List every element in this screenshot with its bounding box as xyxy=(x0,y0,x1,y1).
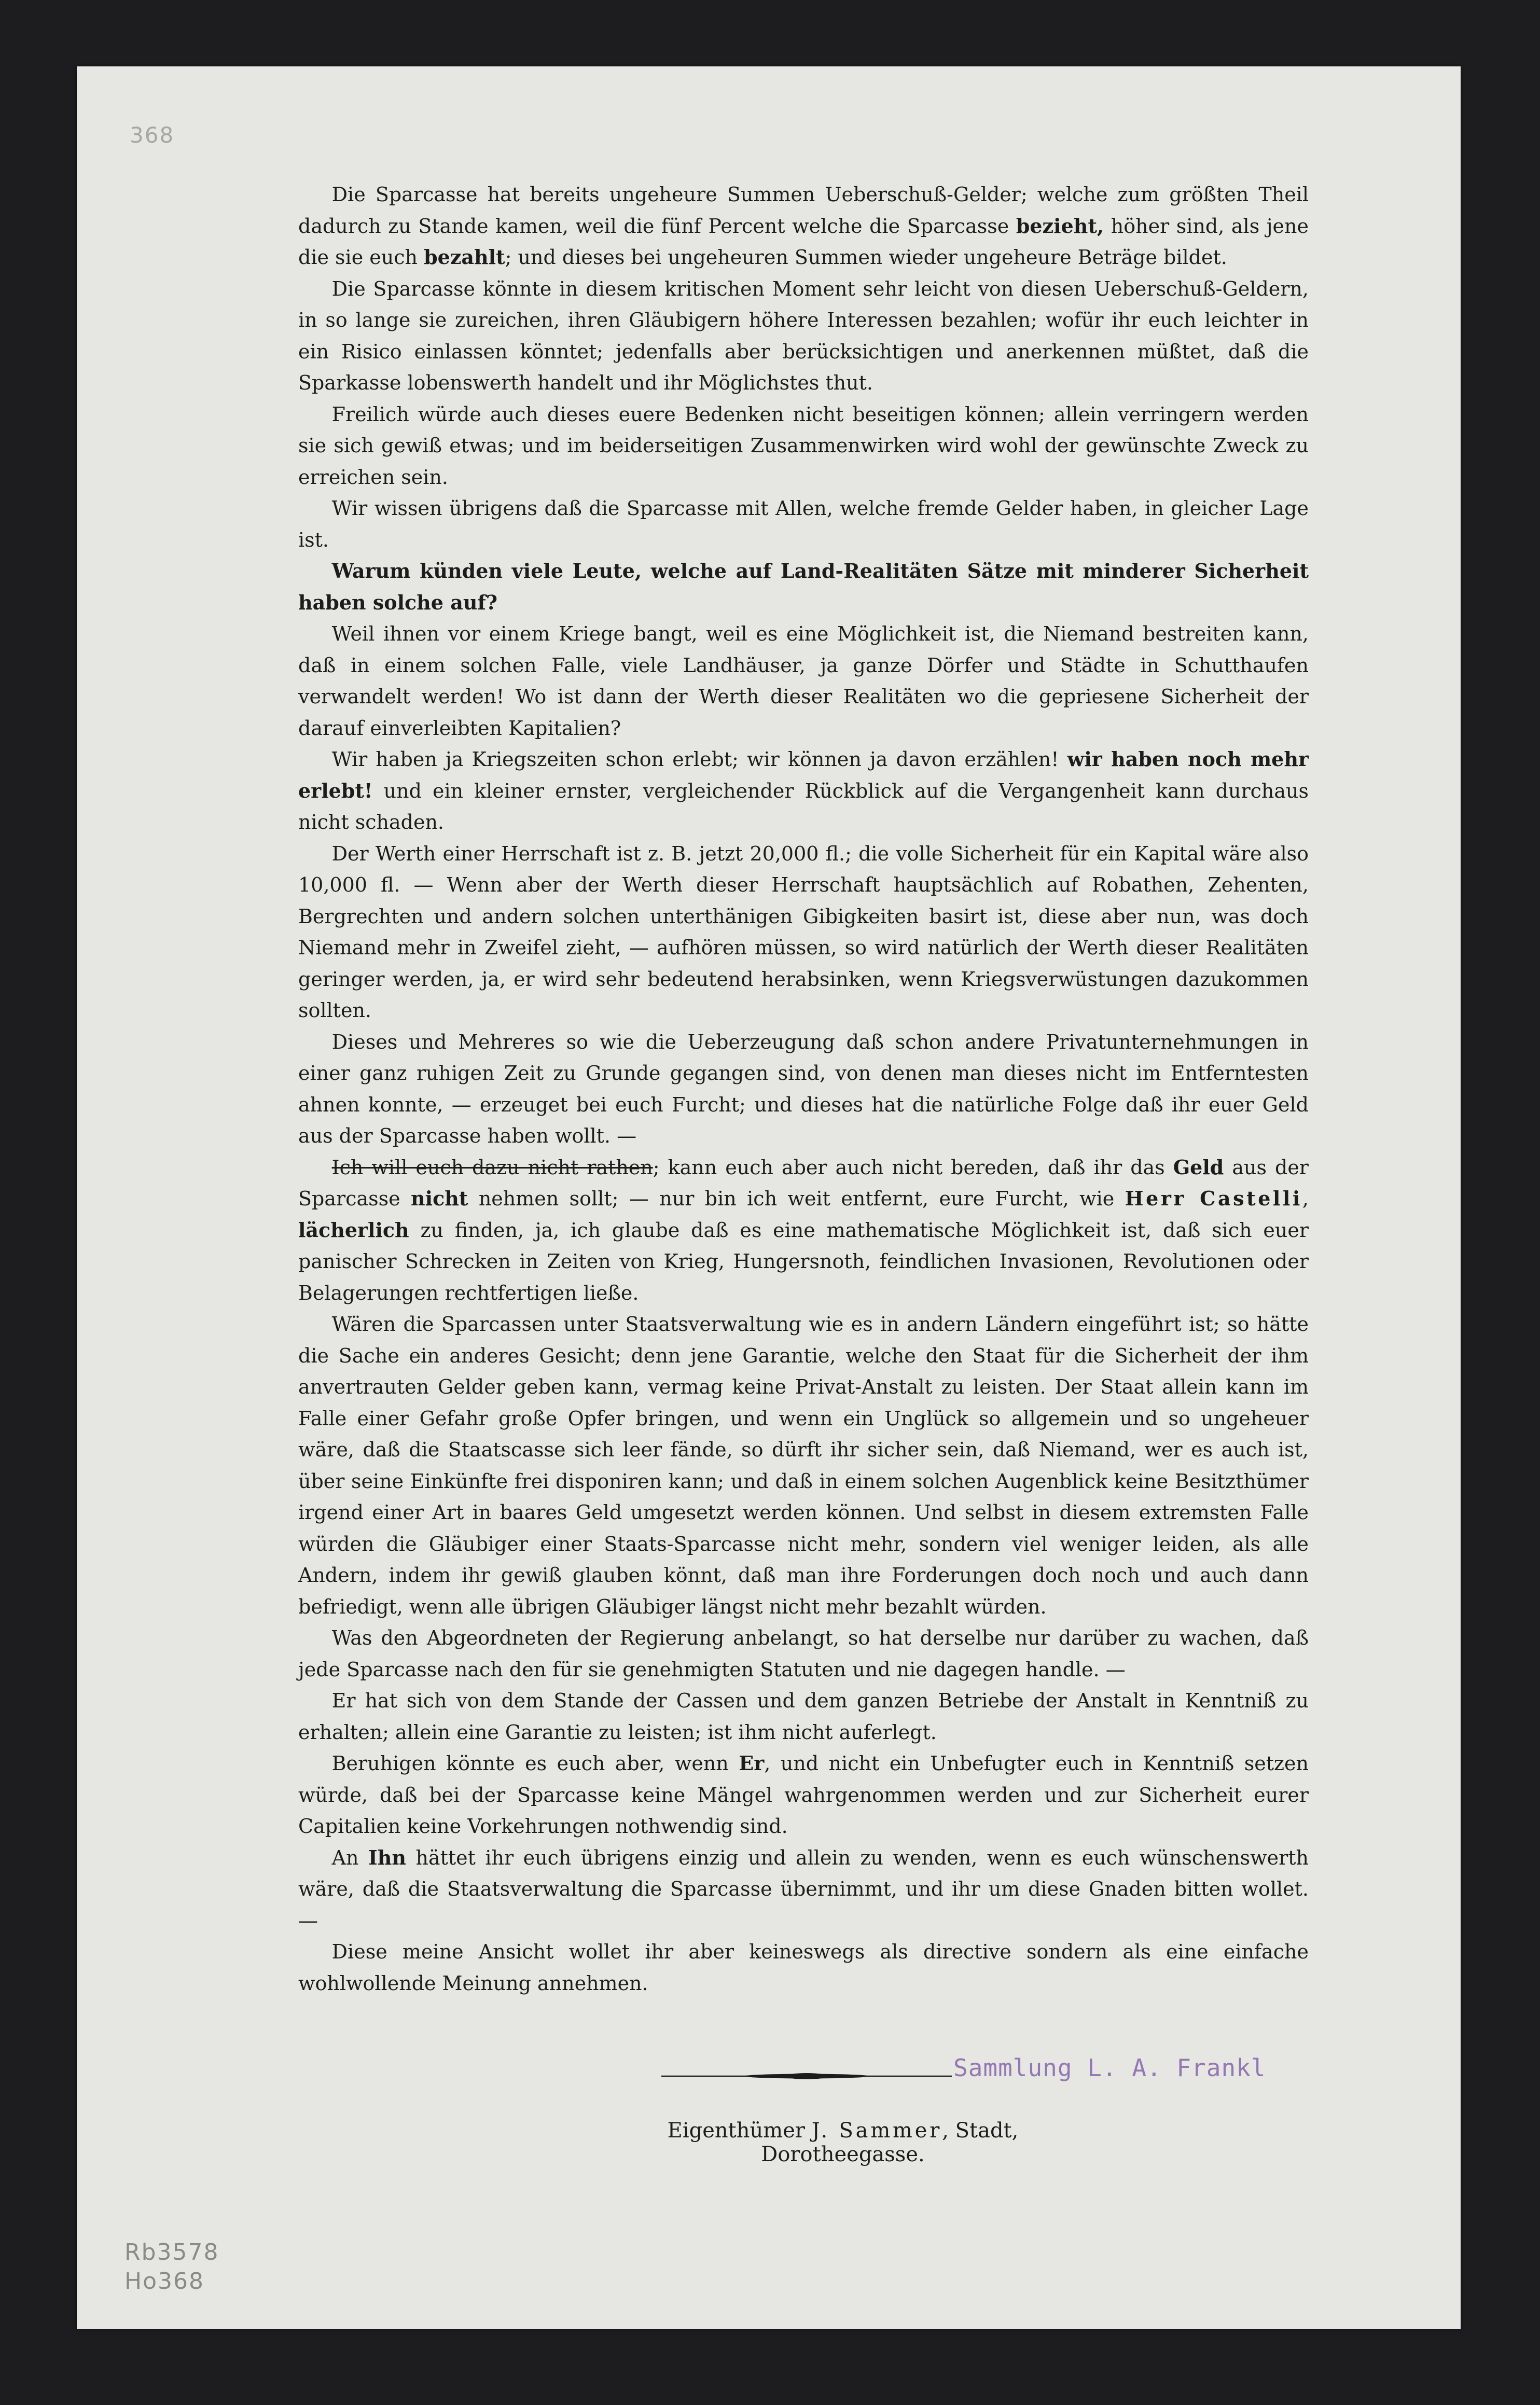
text-run: Freilich würde auch dieses euere Bedenken nicht beseitigen können; allein verringern werden sie sich gewiß etwas; und im beiderseitigen Zusammenwirken wird wohl der gewünschte Zweck zu erreichen sein. xyxy=(298,402,1309,489)
section-heading xyxy=(298,555,1309,618)
paragraph xyxy=(298,1936,1309,1999)
text-run: nehmen sollt; — nur bin ich weit entfernt, eure Furcht, wie xyxy=(468,1187,1125,1210)
paragraph xyxy=(298,618,1309,744)
text-run: und ein kleiner ernster, vergleichender Rückblick auf die Vergangenheit kann durchaus nicht schaden. xyxy=(298,779,1309,833)
text-run: An xyxy=(331,1846,368,1869)
emphasis-text: Ihn xyxy=(368,1845,407,1869)
document-body xyxy=(298,179,1309,1999)
imprint-prefix: Eigenthümer xyxy=(667,2119,812,2143)
shelfmark-line: Ho368 xyxy=(124,2268,204,2295)
imprint-suffix: , Stadt, Dorotheegasse. xyxy=(761,2119,1019,2166)
text-run: Was den Abgeordneten der Regierung anbelangt, so hat derselbe nur darüber zu wachen, daß jede Sparcasse nach den für sie genehmigten Statuten und nie dagegen handle. — xyxy=(298,1626,1309,1681)
pencil-page-number: 368 xyxy=(130,122,175,148)
paragraph xyxy=(298,1685,1309,1748)
text-run: Wir haben ja Kriegszeiten schon erlebt; wir können ja davon erzählen! xyxy=(331,748,1067,771)
paragraph xyxy=(298,744,1309,838)
text-run: Der Werth einer Herrschaft ist z. B. jetzt 20,000 fl.; die volle Sicherheit für ein Kapital wäre also 10,000 fl. — Wenn aber der Werth dieser Herrschaft hauptsächlich auf Robathen, Zehenten, Bergrechten und andern solchen unterthänigen Gibigkeiten basirt ist, diese aber nun, was doch Niemand mehr in Zweifel zieht, — aufhören müssen, so wird natürlich der Werth dieser Realitäten geringer werden, ja, er wird sehr bedeutend herabsinken, wenn Kriegsverwüstungen dazukommen sollten. xyxy=(298,842,1309,1022)
paragraph xyxy=(298,1748,1309,1842)
emphasis-text: bezahlt xyxy=(424,245,505,269)
text-run: Wären die Sparcassen unter Staatsverwaltung wie es in andern Ländern eingeführt ist; so hätte die Sache ein anderes Gesicht; denn jene Garantie, welche den Staat für die Sicherheit der ihm anvertrauten Gelder geben kann, vermag keine Privat-Anstalt zu leisten. Der Staat allein kann im Falle einer Gefahr große Opfer bringen, und wenn ein Unglück so allgemein und so ungeheuer wäre, daß die Staatscasse sich leer fände, so dürft ihr sicher sein, daß Niemand, wer es auch ist, über seine Einkünfte frei disponiren kann; und daß in einem solchen Augenblick keine Besitzthümer irgend einer Art in baares Geld umgesetzt werden können. Und selbst in diesem extremsten Falle würden die Gläubiger einer Staats-Sparcasse nicht mehr, sondern viel weniger leiden, als alle Andern, indem ihr gewiß glauben könnt, daß man ihre Forderungen doch noch und auch dann befriedigt, wenn alle übrigen Gläubiger längst nicht mehr bezahlt würden. xyxy=(298,1313,1309,1618)
paragraph xyxy=(298,179,1309,273)
text-run: , xyxy=(1302,1187,1309,1210)
emphasis-text: Er xyxy=(739,1751,765,1775)
text-run: zu finden, ja, ich glaube daß es eine mathematische Möglichkeit ist, daß sich euer panischer Schrecken in Zeiten von Krieg, Hungersnoth, feindlichen Invasionen, Revolutionen oder Belagerungen rechtfertigen ließe. xyxy=(298,1218,1309,1304)
decorative-rule xyxy=(661,2073,952,2080)
shelfmark-line: Rb3578 xyxy=(124,2239,219,2265)
text-run: Er hat sich von dem Stande der Cassen und dem ganzen Betriebe der Anstalt in Kenntniß zu erhalten; allein eine Garantie zu leisten; ist ihm nicht auferlegt. xyxy=(298,1689,1309,1744)
struck-text: Ich will euch dazu nicht rathen xyxy=(331,1156,653,1179)
text-run: Wir wissen übrigens daß die Sparcasse mit Allen, welche fremde Gelder haben, in gleicher Lage ist. xyxy=(298,497,1309,551)
pencil-shelfmark xyxy=(124,2238,219,2296)
paragraph xyxy=(298,1309,1309,1622)
emphasis-text: wir haben noch mehr erlebt! xyxy=(298,747,1309,802)
paragraph xyxy=(298,1026,1309,1152)
text-run: Die Sparcasse könnte in diesem kritischen Moment sehr leicht von diesen Ueberschuß-Geldern, in so lange sie zureichen, ihren Gläubigern höhere Interessen bezahlen; wofür ihr euch leichter in ein Risico einlassen könntet; jedenfalls aber berücksichtigen und anerkennen müßtet, daß die Sparkasse lobenswerth handelt und ihr Möglichstes thut. xyxy=(298,277,1309,394)
paragraph xyxy=(298,399,1309,493)
text-run: Beruhigen könnte es euch aber, wenn xyxy=(331,1752,739,1775)
emphasis-text: Herr Castelli xyxy=(1125,1187,1302,1210)
emphasis-text: Geld xyxy=(1173,1155,1224,1179)
text-run: hättet ihr euch übrigens einzig und allein zu wenden, wenn es euch wünschenswerth wäre, daß die Staatsverwaltung die Sparcasse übernimmt, und ihr um diese Gnaden bitten wollet. — xyxy=(298,1846,1309,1932)
paragraph xyxy=(298,1842,1309,1937)
text-run: höher sind, als jene die sie euch xyxy=(298,214,1309,269)
text-run: Dieses und Mehreres so wie die Ueberzeugung daß schon andere Privatunternehmungen in einer ganz ruhigen Zeit zu Grunde gegangen sind, von denen man dieses nicht im Entferntesten ahnen konnte, — erzeuget bei euch Furcht; und dieses hat die natürliche Folge daß ihr euer Geld aus der Sparcasse haben wollt. — xyxy=(298,1030,1309,1147)
emphasis-text: bezieht, xyxy=(1016,214,1104,238)
text-run: Diese meine Ansicht wollet ihr aber keineswegs als directive sondern als eine einfache wohlwollende Meinung annehmen. xyxy=(298,1940,1309,1995)
paragraph xyxy=(298,838,1309,1026)
text-run: Weil ihnen vor einem Kriege bangt, weil es eine Möglichkeit ist, die Niemand bestreiten kann, daß in einem solchen Falle, viele Landhäuser, ja ganze Dörfer und Städte in Schutthaufen verwandelt werden! Wo ist dann der Werth dieser Realitäten wo die gepriesene Sicherheit der darauf einverleibten Kapitalien? xyxy=(298,622,1309,740)
paragraph xyxy=(298,1622,1309,1685)
text-run: ; kann euch aber auch nicht bereden, daß ihr das xyxy=(653,1156,1173,1179)
text-run: Warum künden viele Leute, welche auf Land-Realitäten Sätze mit minderer Sicherheit haben solche auf? xyxy=(298,559,1309,614)
printer-imprint xyxy=(596,2119,1089,2166)
imprint-name: J. Sammer xyxy=(811,2119,942,2143)
paragraph xyxy=(298,273,1309,399)
text-run: aus der Sparcasse xyxy=(298,1156,1309,1210)
text-run: ; und dieses bei ungeheuren Summen wieder ungeheure Beträge bildet. xyxy=(505,246,1227,269)
paragraph xyxy=(298,1152,1309,1309)
text-run: Die Sparcasse hat bereits ungeheure Summen Ueberschuß-Gelder; welche zum größten Theil dadurch zu Stande kamen, weil die fünf Percent welche die Sparcasse xyxy=(298,183,1309,238)
text-run: , und nicht ein Unbefugter euch in Kenntniß setzen würde, daß bei der Sparcasse keine Mängel wahrgenommen werden und zur Sicherheit eurer Capitalien keine Vorkehrungen nothwendig sind. xyxy=(298,1752,1309,1838)
emphasis-text: nicht xyxy=(411,1187,468,1210)
emphasis-text: lächerlich xyxy=(298,1218,409,1242)
collection-stamp: Sammlung L. A. Frankl xyxy=(953,2054,1266,2082)
paragraph xyxy=(298,493,1309,555)
